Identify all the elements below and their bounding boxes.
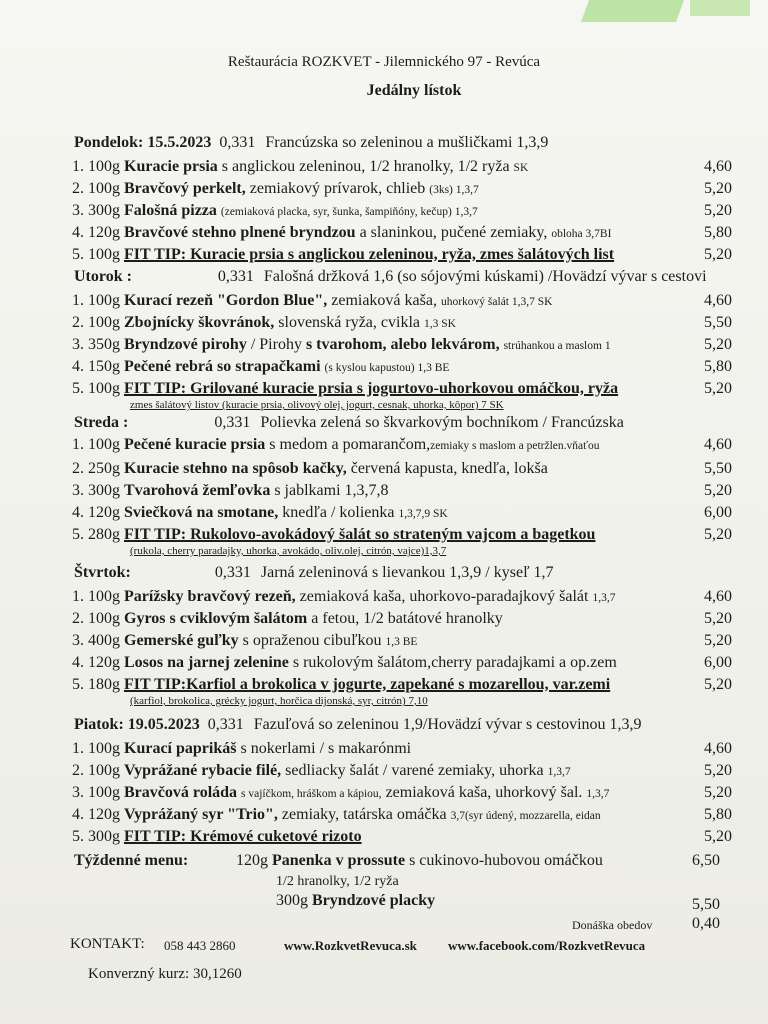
menu-item: 3. 400g Gemerské guľky s opraženou cibuľkou 1,3 BE 5,20 [72, 632, 732, 649]
fit-tip-note: (karfiol, brokolica, grécky jogurt, horčica dijonská, syr, citrón) 7,10 [130, 695, 428, 707]
price: 6,00 [704, 504, 732, 521]
contact-web-link[interactable]: www.RozkvetRevuca.sk [284, 938, 417, 953]
price: 5,20 [704, 202, 732, 219]
day-name: Pondelok: 15.5.2023 [74, 134, 212, 151]
contact-phone: 058 443 2860 [164, 938, 236, 953]
menu-item: 4. 120g Bravčové stehno plnené bryndzou a slaninkou, pučené zemiaky, obloha 3,7BI 5,80 [72, 224, 732, 241]
day-heading-tuesday [74, 268, 707, 286]
fit-tip-item: 5. 100g FIT TIP: Grilované kuracie prsia s jogurtovo-uhorkovou omáčkou, ryža 5,20 [72, 380, 732, 397]
day-heading-monday [74, 134, 548, 152]
menu-item: 4. 120g Losos na jarnej zelenine s rukolovým šalátom,cherry paradajkami a op.zem 6,00 [72, 654, 732, 671]
menu-item: 1. 100g Parížsky bravčový rezeň, zemiaková kaša, uhorkovo-paradajkový šalát 1,3,7 4,60 [72, 588, 732, 605]
day-name: Utorok : [74, 268, 132, 285]
price: 4,60 [704, 158, 732, 175]
soup: Fazuľová so zeleninou 1,9/Hovädzí vývar s cestovinou 1,3,9 [253, 716, 642, 733]
day-heading-friday [74, 716, 642, 734]
menu-item: 2. 100g Vyprážané rybacie filé, sedliacky šalát / varené zemiaky, uhorka 1,3,7 5,20 [72, 762, 732, 779]
fit-tip-note: zmes šalátový listov (kuracie prsia, olivový olej, jogurt, cesnak, uhorka, kôpor) 7 SK [130, 399, 504, 411]
price: 5,20 [704, 610, 732, 627]
menu-title: Jedálny lístok [366, 82, 462, 99]
menu-item: 3. 300g Tvarohová žemľovka s jablkami 1,3,7,8 5,20 [72, 482, 732, 499]
price: 5,50 [704, 314, 732, 331]
price: 5,20 [704, 246, 732, 263]
price: 4,60 [704, 588, 732, 605]
menu-item: 3. 100g Bravčová roláda s vajíčkom, hráškom a kápiou, zemiaková kaša, uhorkový šal. 1,3,7 5,20 [72, 784, 732, 801]
menu-item: 3. 350g Bryndzové pirohy / Pirohy s tvarohom, alebo lekvárom, strúhankou a maslom 1 5,20 [72, 336, 732, 353]
green-tape-mark-2 [690, 0, 750, 16]
price: 5,20 [704, 676, 732, 693]
menu-item: 4. 120g Vyprážaný syr "Trio", zemiaky, tatárska omáčka 3,7(syr údený, mozzarella, eidan 5,80 [72, 806, 732, 823]
menu-item: 1. 100g Kuracie prsia s anglickou zeleninou, 1/2 hranolky, 1/2 ryža SK 4,60 [72, 158, 732, 175]
menu-item: 2. 100g Zbojnícky škovránok, slovenská ryža, cvikla 1,3 SK 5,50 [72, 314, 732, 331]
weekly-price: 5,50 [692, 896, 720, 913]
price: 5,20 [704, 762, 732, 779]
price: 5,20 [704, 784, 732, 801]
menu-item: 1. 100g Kurací rezeň "Gordon Blue", zemiaková kaša, uhorkový šalát 1,3,7 SK 4,60 [72, 292, 732, 309]
soup: Polievka zelená so škvarkovým bochníkom / Francúzska [260, 414, 624, 431]
menu-item: 4. 150g Pečené rebrá so strapačkami (s kyslou kapustou) 1,3 BE 5,80 [72, 358, 732, 375]
price: 5,20 [704, 180, 732, 197]
day-heading-wednesday [74, 414, 624, 432]
price: 6,00 [704, 654, 732, 671]
price: 5,20 [704, 336, 732, 353]
price: 5,20 [704, 380, 732, 397]
price: 5,20 [704, 526, 732, 543]
day-name: Štvrtok: [74, 564, 131, 581]
price: 5,20 [704, 828, 732, 845]
fit-tip-item: 5. 100g FIT TIP: Kuracie prsia s anglickou zeleninou, ryža, zmes šalátových list 5,20 [72, 246, 732, 263]
weekly-item-sides: 1/2 hranolky, 1/2 ryža [276, 874, 399, 889]
conversion-rate: Konverzný kurz: 30,1260 [88, 966, 242, 982]
menu-item: 2. 250g Kuracie stehno na spôsob kačky, červená kapusta, knedľa, lokša 5,50 [72, 460, 732, 477]
fit-tip-note: (rukola, cherry paradajky, uhorka, avokádo, oliv.olej, citrón, vajce)1,3,7 [130, 545, 447, 557]
weekly-item: 120g Panenka v prossute s cukinovo-hubovou omáčkou [236, 852, 603, 869]
price: 5,20 [704, 632, 732, 649]
menu-item: 3. 300g Falošná pizza (zemiaková placka, syr, šunka, šampiňóny, kečup) 1,3,7 5,20 [72, 202, 732, 219]
menu-item: 1. 100g Pečené kuracie prsia s medom a pomarančom,zemiaky s maslom a petržlen.vňaťou 4,60 [72, 436, 732, 453]
price: 4,60 [704, 436, 732, 453]
price: 5,80 [704, 806, 732, 823]
menu-item: 1. 100g Kurací paprikáš s nokerlami / s makarónmi 4,60 [72, 740, 732, 757]
price: 4,60 [704, 740, 732, 757]
soup: Falošná držková 1,6 (so sójovými kúskami) /Hovädzí vývar s cestovi [263, 268, 707, 285]
menu-item: 4. 120g Sviečková na smotane, knedľa / kolienka 1,3,7,9 SK 6,00 [72, 504, 732, 521]
soup-volume: 0,331 [217, 268, 254, 285]
fit-tip-item: 5. 180g FIT TIP:Karfiol a brokolica v jogurte, zapekané s mozarellou, var.zemi 5,20 [72, 676, 732, 693]
fit-tip-item: 5. 280g FIT TIP: Rukolovo-avokádový šalát so strateným vajcom a bagetkou 5,20 [72, 526, 732, 543]
soup: Francúzska so zeleninou a mušličkami 1,3,9 [265, 134, 549, 151]
weekly-menu-label: Týždenné menu: [74, 852, 189, 869]
contact-label: KONTAKT: [70, 936, 145, 952]
soup-volume: 0,331 [207, 716, 244, 733]
price: 5,80 [704, 224, 732, 241]
delivery-price: 0,40 [692, 915, 720, 932]
weekly-price: 6,50 [692, 852, 720, 869]
price: 5,20 [704, 482, 732, 499]
weekly-item: 300g Bryndzové placky [276, 892, 436, 909]
soup-volume: 0,331 [214, 414, 251, 431]
day-heading-thursday [74, 564, 554, 582]
day-name: Streda : [74, 414, 129, 431]
green-tape-mark [581, 0, 684, 22]
menu-item: 2. 100g Bravčový perkelt, zemiakový prívarok, chlieb (3ks) 1,3,7 5,20 [72, 180, 732, 197]
price: 4,60 [704, 292, 732, 309]
restaurant-header: Reštaurácia ROZKVET - Jilemnického 97 - Revúca [227, 54, 541, 70]
day-name: Piatok: 19.05.2023 [74, 716, 200, 733]
soup-volume: 0,331 [214, 564, 251, 581]
menu-item: 2. 100g Gyros s cviklovým šalátom a fetou, 1/2 batátové hranolky 5,20 [72, 610, 732, 627]
soup: Jarná zeleninová s lievankou 1,3,9 / kyseľ 1,7 [260, 564, 554, 581]
contact-facebook-link[interactable]: www.facebook.com/RozkvetRevuca [448, 938, 646, 953]
price: 5,80 [704, 358, 732, 375]
price: 5,50 [704, 460, 732, 477]
fit-tip-item: 5. 300g FIT TIP: Krémové cuketové rizoto 5,20 [72, 828, 732, 845]
soup-volume: 0,331 [219, 134, 256, 151]
delivery-label: Donáška obedov [572, 918, 653, 932]
